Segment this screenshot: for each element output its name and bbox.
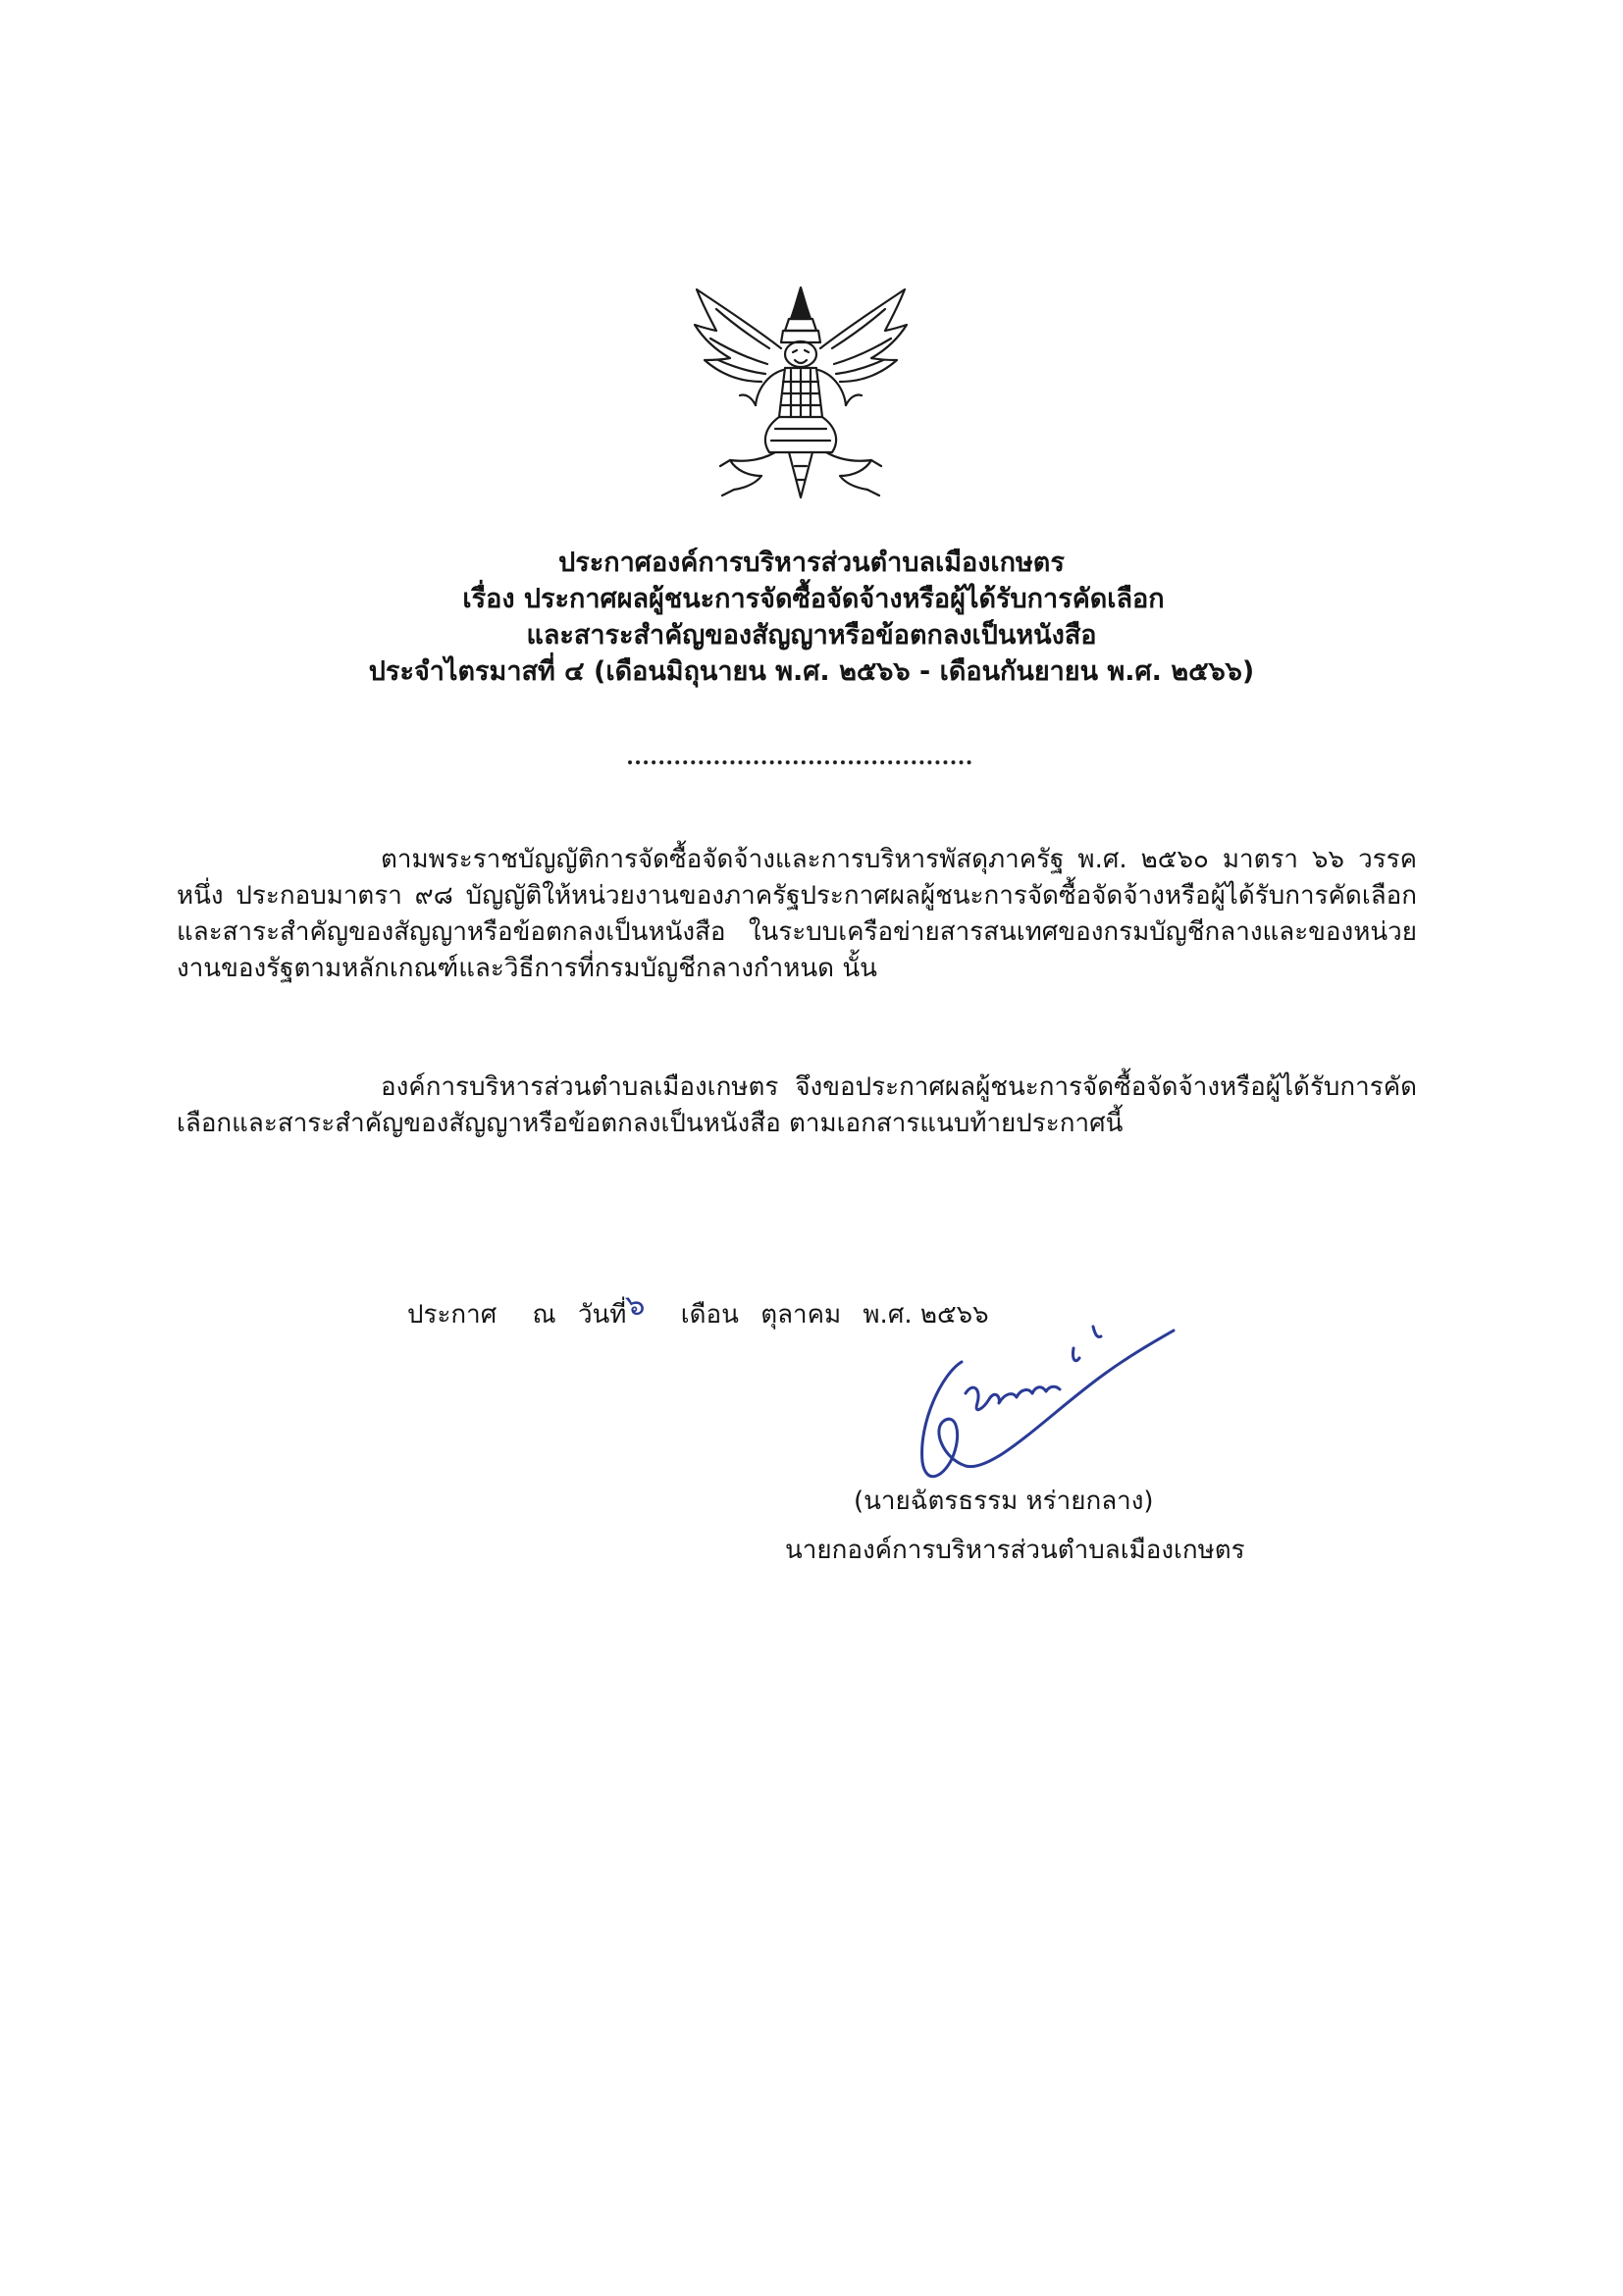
signatory-position: นายกองค์การบริหารส่วนตำบลเมืองเกษตร [785,1536,1245,1565]
paragraph-text: ตามพระราชบัญญัติการจัดซื้อจัดจ้างและการบริหารพัสดุภาครัฐ พ.ศ. ๒๕๖๐ มาตรา ๖๖ วรรคหนึ่ง ประกอบมาตรา ๙๘ บัญญัติให้หน่วยงานของภาครัฐประกาศผลผู้ชนะการจัดซื้อจัดจ้างหรือผู้ได้รับการคัดเลือกและสาระสำคัญของสัญญาหรือข้อตกลงเป็นหนังสือ ในระบบเครือข่ายสารสนเทศของกรมบัญชีกลางและของหน่วยงานของรัฐตามหลักเกณฑ์และวิธีการที่กรมบัญชีกลางกำหนด นั้น [177,845,1418,983]
dotted-divider [628,760,971,764]
date-day-handwritten: ๖ [624,1286,648,1325]
date-prefix: ประกาศ [407,1300,497,1330]
announcement-subject-cont: และสาระสำคัญของสัญญาหรือข้อตกลงเป็นหนังสือ [526,620,1097,651]
announcement-subject: เรื่อง ประกาศผลผู้ชนะการจัดซื้อจัดจ้างหรือผู้ได้รับการคัดเลือก [462,584,1165,614]
date-month: ตุลาคม [760,1300,842,1330]
body-paragraph-2 [177,1070,1417,1142]
date-year: พ.ศ. ๒๕๖๖ [863,1300,989,1330]
date-day-label: วันที่ [577,1300,627,1330]
paragraph-text: องค์การบริหารส่วนตำบลเมืองเกษตร จึงขอประกาศผลผู้ชนะการจัดซื้อจัดจ้างหรือผู้ได้รับการคัดเลือกและสาระสำคัญของสัญญาหรือข้อตกลงเป็นหนังสือ ตามเอกสารแนบท้ายประกาศนี้ [177,1072,1417,1138]
handwritten-signature-icon [883,1266,1197,1491]
announcement-title: ประกาศองค์การบริหารส่วนตำบลเมืองเกษตร [558,548,1065,578]
announcement-header [0,545,1623,690]
announcement-period: ประจำไตรมาสที่ ๔ (เดือนมิถุนายน พ.ศ. ๒๕๖๖ - เดือนกันยายน พ.ศ. ๒๕๖๖) [368,656,1255,687]
signatory-name: (นายฉัตรธรรม หร่ายกลาง) [854,1487,1154,1516]
date-month-label: เดือน [680,1300,739,1330]
date-at: ณ [532,1300,556,1330]
body-paragraph-1 [177,842,1417,987]
garuda-emblem-icon [687,280,915,507]
